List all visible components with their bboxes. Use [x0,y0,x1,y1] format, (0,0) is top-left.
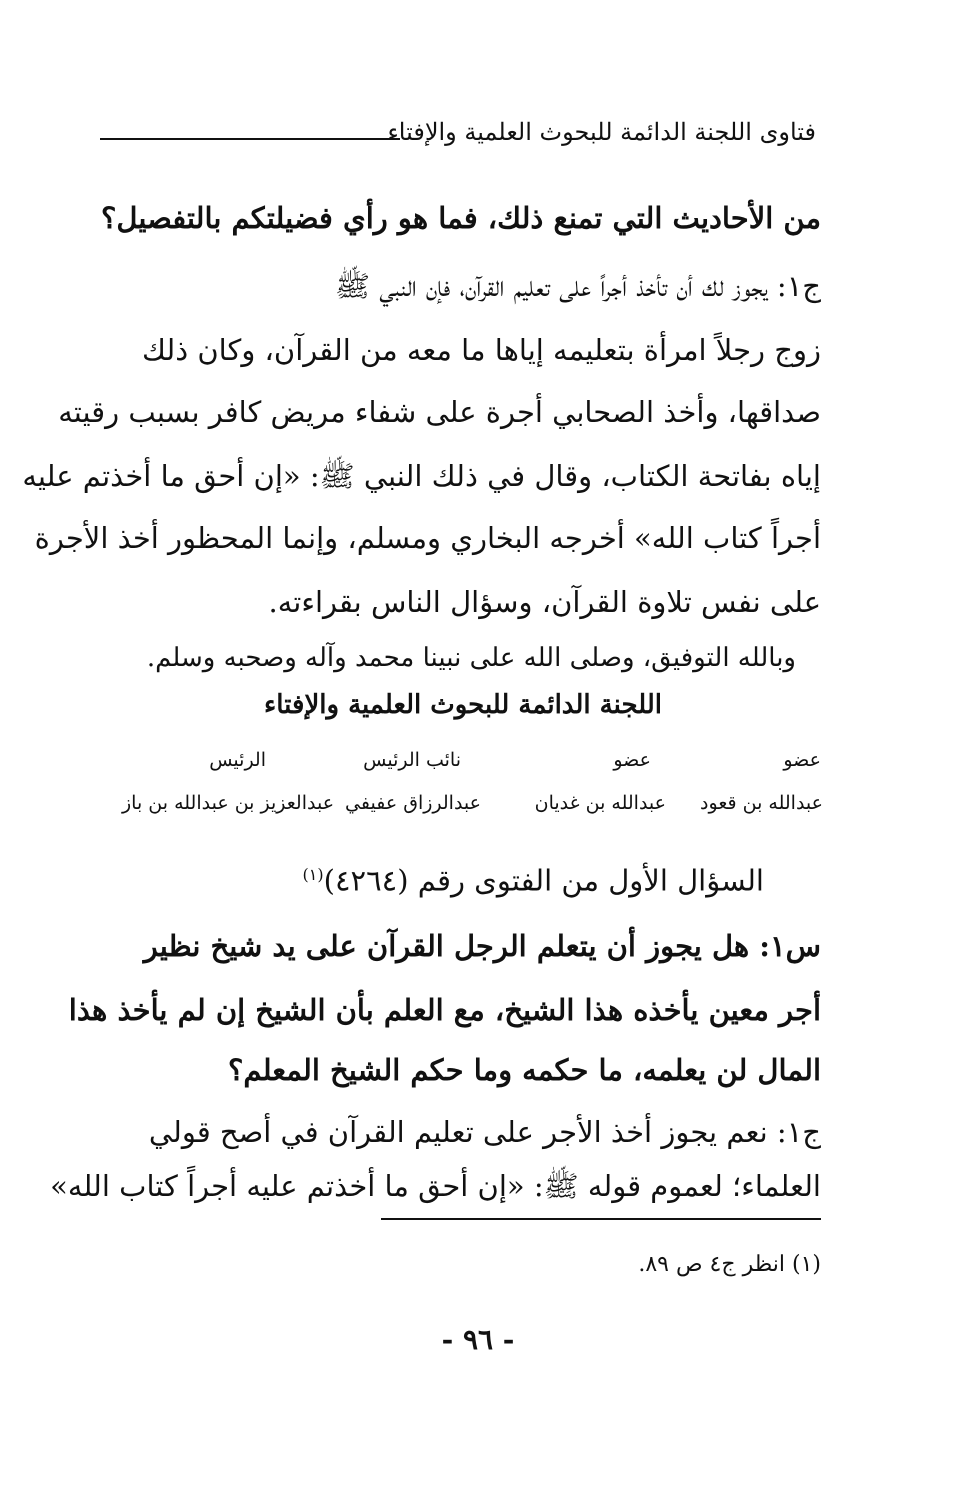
signatory-role: عضو [783,749,821,771]
answer-line: العلماء؛ لعموم قوله ﷺ: «إن أحق ما أخذتم عليه أجراً كتاب الله» [50,1169,821,1203]
signatory-role: نائب الرئيس [363,749,461,771]
closing-line: وبالله التوفيق، وصلى الله على نبينا محمد وآله وصحبه وسلم. [146,643,796,673]
fatwa-heading-text: السؤال الأول من الفتوى رقم (٤٢٦٤) [323,863,764,898]
answer-line: زوج رجلاً امرأة بتعليمه إياها ما معه من القرآن، وكان ذلك [141,333,821,367]
answer-line: أجراً كتاب الله» أخرجه البخاري ومسلم، وإنما المحظور أخذ الأجرة [34,521,821,555]
footnote: (١) انظر ج٤ ص ٨٩. [638,1252,821,1277]
footnote-rule [381,1218,821,1220]
signatory-name: عبدالرزاق عفيفي [345,792,481,814]
question-line: س١: هل يجوز أن يتعلم الرجل القرآن على يد شيخ نظير [143,929,821,963]
running-header: فتاوى اللجنة الدائمة للبحوث العلمية والإفتاء [387,118,816,146]
signatory-role: عضو [613,749,651,771]
signatory-name: عبدالله بن غديان [534,792,666,814]
committee-title: اللجنة الدائمة للبحوث العلمية والإفتاء [264,690,662,720]
question-continuation-line: من الأحاديث التي تمنع ذلك، فما هو رأي فضيلتكم بالتفصيل؟ [100,201,821,235]
footnote-marker: (١) [302,865,324,884]
question-line: المال لن يعلمه، ما حكمه وما حكم الشيخ المعلم؟ [228,1053,821,1087]
header-rule [100,138,400,140]
fatwa-heading [303,845,764,911]
answer-line: ج١: نعم يجوز أخذ الأجر على تعليم القرآن في أصح قولي [148,1115,821,1149]
answer-line: إياه بفاتحة الكتاب، وقال في ذلك النبي ﷺ: «إن أحق ما أخذتم عليه [22,459,821,493]
signatory-name: عبدالعزيز بن عبدالله بن باز [122,792,335,814]
answer-line: صداقها، وأخذ الصحابي أجرة على شفاء مريض كافر بسبب رقيته [58,395,821,429]
question-line: أجر معين يأخذه هذا الشيخ، مع العلم بأن الشيخ إن لم يأخذ هذا [68,993,821,1027]
page-number: - ٩٦ - [441,1323,515,1356]
answer-line: على نفس تلاوة القرآن، وسؤال الناس بقراءته. [268,585,821,619]
answer-line: ج١: يجوز لك أن تأخذ أجراً على تعليم القرآن، فإن النبي ﷺ [335,269,821,303]
signatory-name: عبدالله بن قعود [700,792,823,814]
signatory-role: الرئيس [209,749,266,771]
